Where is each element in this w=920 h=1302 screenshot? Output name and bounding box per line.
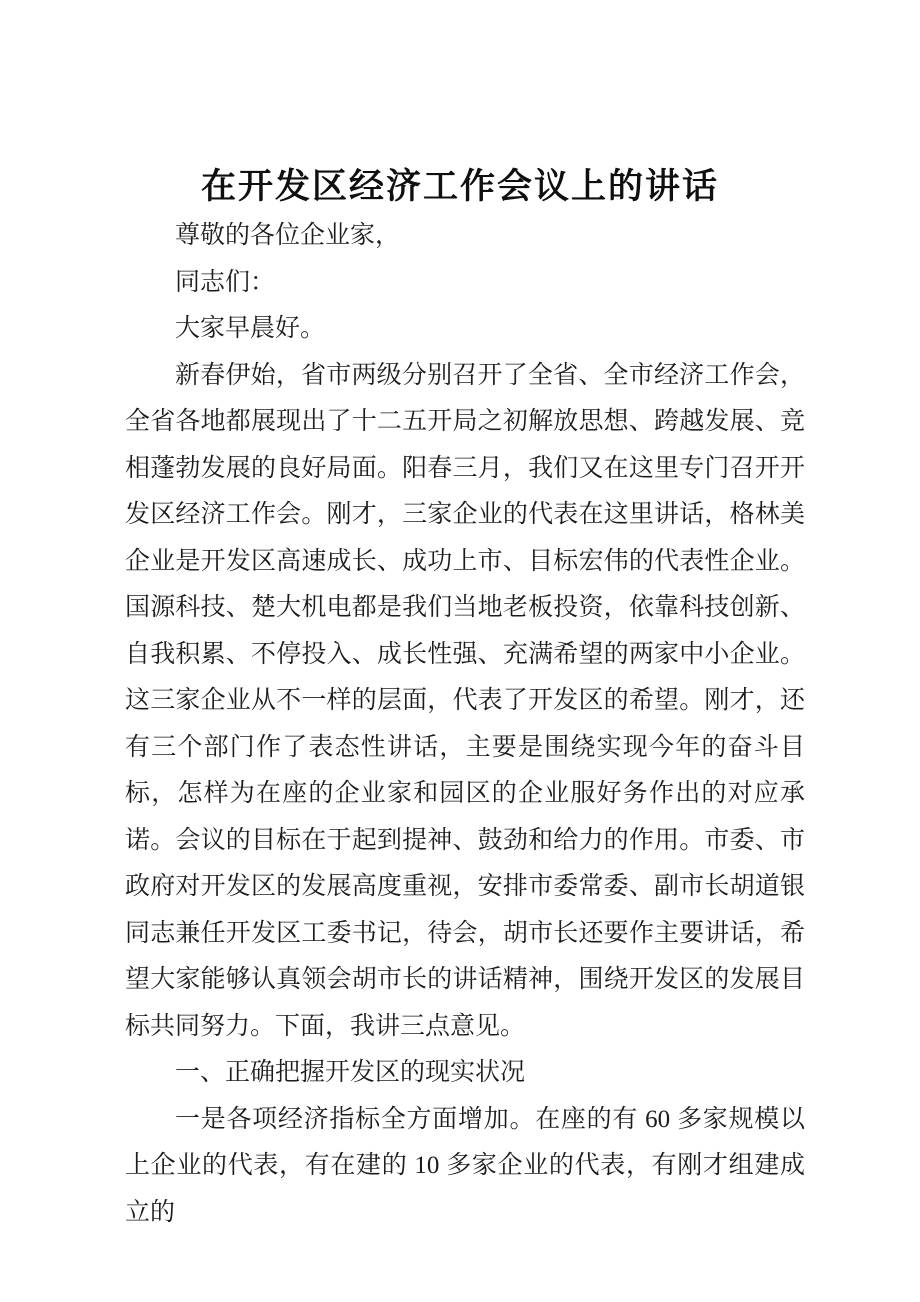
document-body	[125, 213, 805, 1236]
paragraph: 同志们：	[175, 268, 276, 296]
paragraph: 尊敬的各位企业家，	[175, 222, 401, 249]
paragraph: 一、正确把握开发区的现实状况	[175, 1059, 526, 1086]
paragraph: 大家早晨好。	[175, 315, 326, 342]
document-title: 在开发区经济工作会议上的讲话	[200, 167, 719, 206]
paragraph: 一是各项经济指标全方面增加。在座的有 60 多家规模以上企业的代表，有在建的 10 多家企业的代表，有刚才组建成立的	[125, 1105, 805, 1226]
paragraph: 新春伊始，省市两级分别召开了全省、全市经济工作会，全省各地都展现出了十二五开局之初解放思想、跨越发展、竞相蓬勃发展的良好局面。阳春三月，我们又在这里专门召开开发区经济工作会。刚才，三家企业的代表在这里讲话，格林美企业是开发区高速成长、成功上市、目标宏伟的代表性企业。国源科技、楚大机电都是我们当地老板投资，依靠科技创新、自我积累、不停投入、成长性强、充满希望的两家中小企业。这三家企业从不一样的层面，代表了开发区的希望。刚才，还有三个部门作了表态性讲话，主要是围绕实现今年的奋斗目标，怎样为在座的企业家和园区的企业服好务作出的对应承诺。会议的目标在于起到提神、鼓劲和给力的作用。市委、市政府对开发区的发展高度重视，安排市委常委、副市长胡道银同志兼任开发区工委书记，待会，胡市长还要作主要讲话，希望大家能够认真领会胡市长的讲话精神，围绕开发区的发展目标共同努力。下面，我讲三点意见。	[125, 361, 805, 1040]
